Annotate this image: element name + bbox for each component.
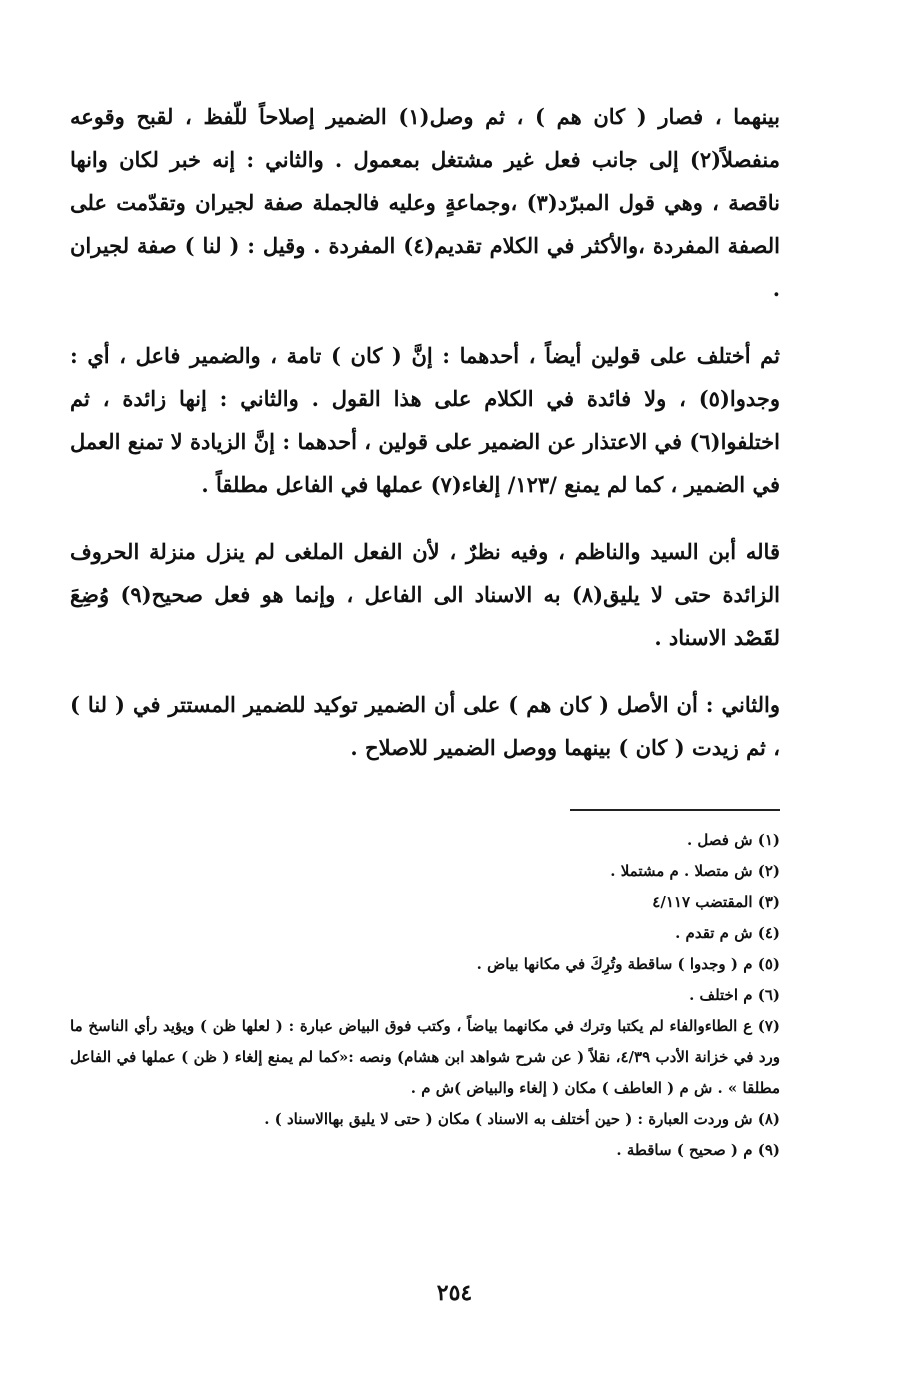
footnote-7: (٧) ع الطاءوالفاء لم يكتبا وترك في مكانهما بياضاً ، وكتب فوق البياض عبارة : ( لعلها ظن ) ويؤيد رأي الناسخ ما ورد في خزانة الأدب ٤/٣٩، نقلاً ( عن شرح شواهد ابن هشام) ونصه :«كما لم يمنع إلغاء ( ظن ) عملها في الفاعل مطلقا » . ش م ( العاطف ) مكان ( إلغاء والبياض )ش م . (70, 1017, 780, 1097)
footnote-divider (570, 809, 780, 811)
paragraph-2: ثم أختلف على قولين أيضاً ، أحدهما : إنَّ ( كان ) تامة ، والضمير فاعل ، أي : وجدوا(٥) ، ولا فائدة في الكلام على هذا القول . والثاني : إنها زائدة ، ثم اختلفوا(٦) في الاعتذار عن الضمير على قولين ، أحدهما : إنَّ الزيادة لا تمنع العمل في الضمير ، كما لم يمنع /١٢٣/ إلغاء(٧) عملها في الفاعل مطلقاً . (70, 343, 780, 497)
footnote-4: (٤) ش م تقدم . (675, 924, 780, 942)
paragraph-1: بينهما ، فصار ( كان هم ) ، ثم وصل(١) الضمير إصلاحاً للّفظ ، لقبح وقوعه منفصلاً(٢) إلى جانب فعل غير مشتغل بمعمول . والثاني : إنه خبر لكان وانها ناقصة ، وهي قول المبرّد(٣) ،وجماعةٍ وعليه فالجملة صفة لجيران وتقدّمت على الصفة المفردة ،والأكثر في الكلام تقديم(٤) المفردة . وقيل : ( لنا ) صفة لجيران . (70, 104, 780, 301)
footnote-9: (٩) م ( صحيح ) ساقطة . (616, 1141, 780, 1159)
paragraph-3: قاله أبن السيد والناظم ، وفيه نظرٌ ، لأن الفعل الملغى لم ينزل منزلة الحروف الزائدة حتى لا يليق(٨) به الاسناد الى الفاعل ، وإنما هو فعل صحيح(٩) وُضِعَ لقَصْد الاسناد . (70, 539, 780, 650)
footnote-8: (٨) ش وردت العبارة : ( حين أختلف به الاسناد ) مكان ( حتى لا يليق بهاالاسناد ) . (264, 1110, 780, 1128)
footnote-2: (٢) ش متصلا . م مشتملا . (610, 862, 780, 880)
page-body (70, 95, 780, 1166)
footnote-1: (١) ش فصل . (686, 831, 780, 849)
footnote-5: (٥) م ( وجدوا ) ساقطة وتُرِكَ في مكانها بياض . (476, 955, 780, 973)
footnotes (70, 825, 780, 1166)
footnote-3: (٣) المقتضب ٤/١١٧ (652, 893, 780, 911)
footnote-6: (٦) م اختلف . (689, 986, 780, 1004)
page-number: ٢٥٤ (436, 1280, 473, 1306)
paragraph-4: والثاني : أن الأصل ( كان هم ) على أن الضمير توكيد للضمير المستتر في ( لنا ) ، ثم زيدت ( كان ) بينهما ووصل الضمير للاصلاح . (70, 692, 780, 760)
